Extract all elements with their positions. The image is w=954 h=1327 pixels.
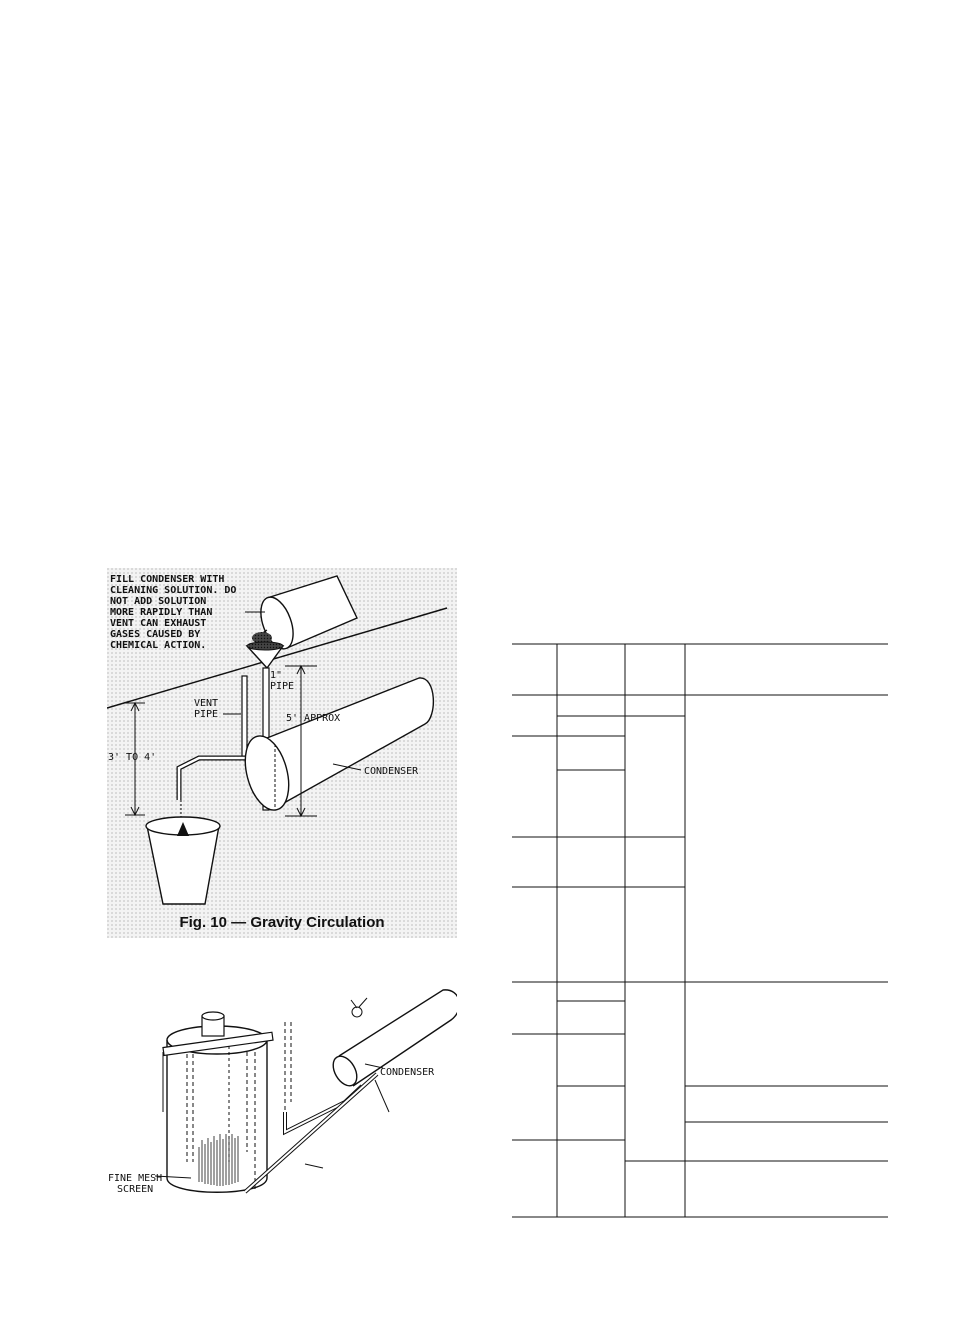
figure-caption: Fig. 10 — Gravity Circulation — [179, 914, 385, 931]
condenser-label-bottom: CONDENSER — [380, 1067, 435, 1078]
table-rules — [512, 643, 890, 1221]
vent-pipe-label: VENT PIPE — [194, 698, 219, 720]
pipe-size-label: 1" PIPE — [270, 670, 295, 692]
drop-label: 3' TO 4' — [108, 752, 157, 763]
condenser-label-top: CONDENSER — [364, 766, 419, 777]
screen-label: FINE MESH SCREEN — [108, 1173, 163, 1195]
data-table-grid — [512, 643, 890, 1226]
height-label: 5' APPROX — [286, 713, 341, 724]
instruction-note: FILL CONDENSER WITH CLEANING SOLUTION. DO NOT ADD SOLUTION MORE RAPIDLY THAN VENT CAN EXHAUST GASES CAUSED BY CHEMICAL ACTION. — [110, 574, 237, 651]
